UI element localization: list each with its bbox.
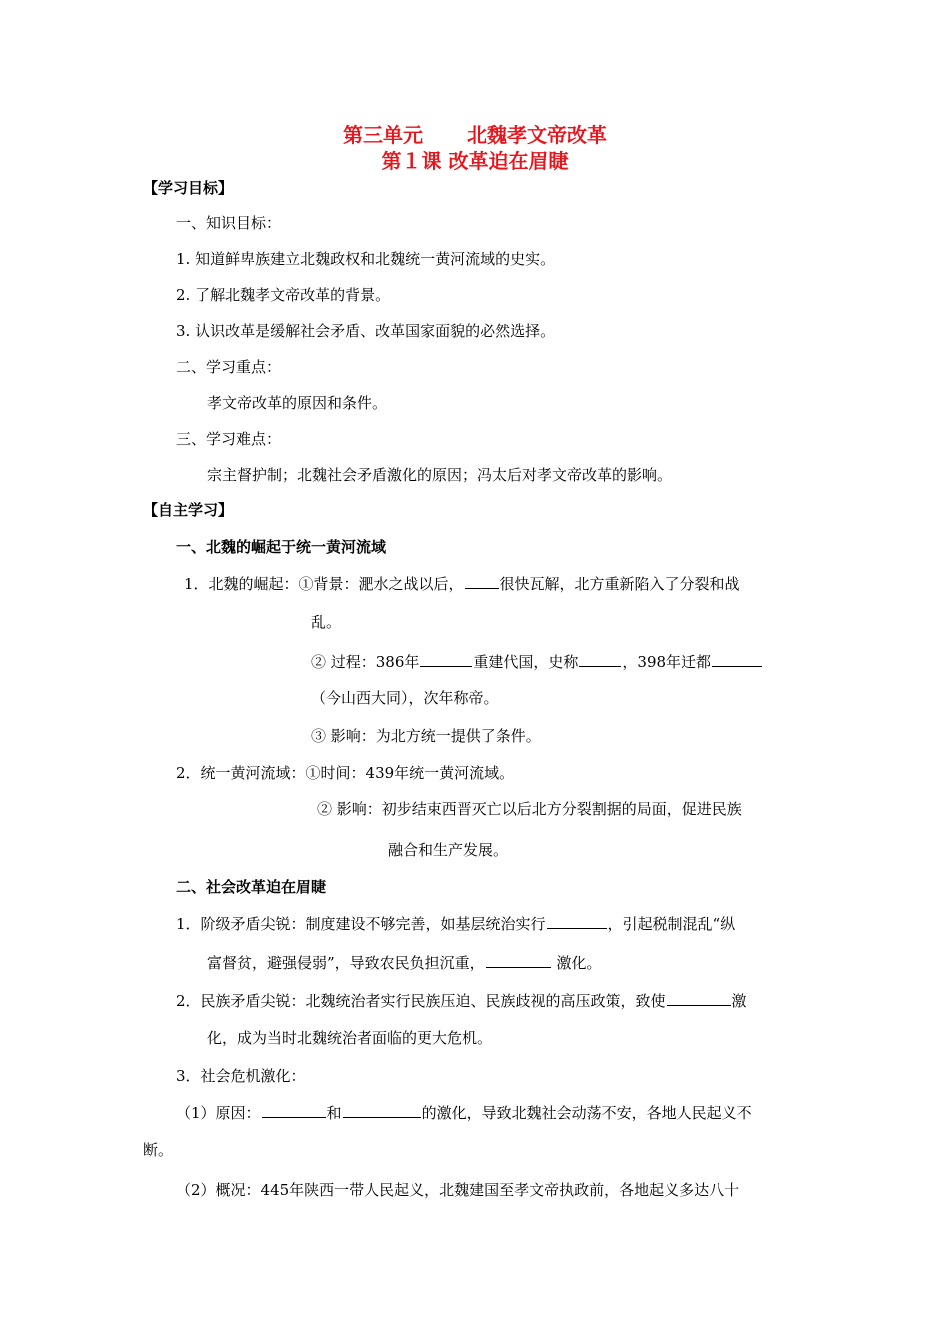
section-1-heading: 一、北魏的崛起于统一黄河流域 xyxy=(176,538,387,556)
ethnic-conflict-cont: 化，成为当时北魏统治者面临的更大危机。 xyxy=(207,1029,493,1047)
crisis-cause-line: （1）原因： 和 的激化，导致北魏社会动荡不安，各地人民起义不 xyxy=(176,1104,752,1122)
fill-blank[interactable] xyxy=(667,990,731,1006)
crisis-overview-line: （2）概况：445年陕西一带人民起义，北魏建国至孝文帝执政前，各地起义多达八十 xyxy=(176,1181,740,1199)
lesson-title: 第１课 改革迫在眉睫 xyxy=(381,149,569,173)
unit-number: 第三单元 xyxy=(343,123,423,147)
rise-process-cont: （今山西大同），次年称帝。 xyxy=(311,689,499,707)
focus-heading: 二、学习重点： xyxy=(176,358,282,376)
section-2-heading: 二、社会改革迫在眉睫 xyxy=(176,878,327,896)
fill-blank[interactable] xyxy=(547,913,607,929)
rise-impact-line: ③ 影响：为北方统一提供了条件。 xyxy=(311,727,541,745)
unit-name: 北魏孝文帝改革 xyxy=(467,123,607,147)
fill-blank[interactable] xyxy=(712,651,762,667)
ethnic-conflict-line: 2．民族矛盾尖锐：北魏统治者实行民族压迫、民族歧视的高压政策，致使 激 xyxy=(176,992,747,1010)
rise-background-cont: 乱。 xyxy=(311,613,342,631)
fill-blank[interactable] xyxy=(486,952,551,968)
knowledge-goal-3: 3. 认识改革是缓解社会矛盾、改革国家面貌的必然选择。 xyxy=(176,322,556,340)
focus-text: 孝文帝改革的原因和条件。 xyxy=(207,394,388,412)
rise-process-line: ② 过程：386年 重建代国，史称 ，398年迁都 xyxy=(311,651,763,672)
fill-blank[interactable] xyxy=(262,1102,326,1118)
crisis-cause-cont: 断。 xyxy=(143,1141,174,1159)
fill-blank[interactable] xyxy=(343,1102,421,1118)
knowledge-goal-2: 2. 了解北魏孝文帝改革的背景。 xyxy=(176,286,391,304)
class-conflict-line: 1．阶级矛盾尖锐：制度建设不够完善，如基层统治实行 ，引起税制混乱“纵 xyxy=(176,915,736,933)
fill-blank[interactable] xyxy=(579,651,621,667)
unification-time-line: 2．统一黄河流域：①时间：439年统一黄河流域。 xyxy=(176,764,515,782)
crisis-heading: 3．社会危机激化： xyxy=(176,1067,306,1085)
knowledge-goals-heading: 一、知识目标： xyxy=(176,214,282,232)
self-study-header: 【自主学习】 xyxy=(143,501,234,519)
unification-impact-line: ② 影响：初步结束西晋灭亡以后北方分裂割据的局面，促进民族 xyxy=(317,800,742,818)
unit-title xyxy=(0,122,950,148)
unification-impact-cont: 融合和生产发展。 xyxy=(388,841,509,859)
fill-blank[interactable] xyxy=(420,651,472,667)
difficulty-text: 宗主督护制；北魏社会矛盾激化的原因；冯太后对孝文帝改革的影响。 xyxy=(207,466,673,484)
fill-blank[interactable] xyxy=(465,573,499,589)
class-conflict-cont: 富督贫，避强侵弱”，导致农民负担沉重， 激化。 xyxy=(207,954,602,972)
knowledge-goal-1: 1. 知道鲜卑族建立北魏政权和北魏统一黄河流域的史实。 xyxy=(176,250,556,268)
rise-background-line: 1．北魏的崛起：①背景：淝水之战以后， 很快瓦解，北方重新陷入了分裂和战 xyxy=(184,575,740,593)
goals-header: 【学习目标】 xyxy=(143,179,234,197)
difficulty-heading: 三、学习难点： xyxy=(176,430,282,448)
